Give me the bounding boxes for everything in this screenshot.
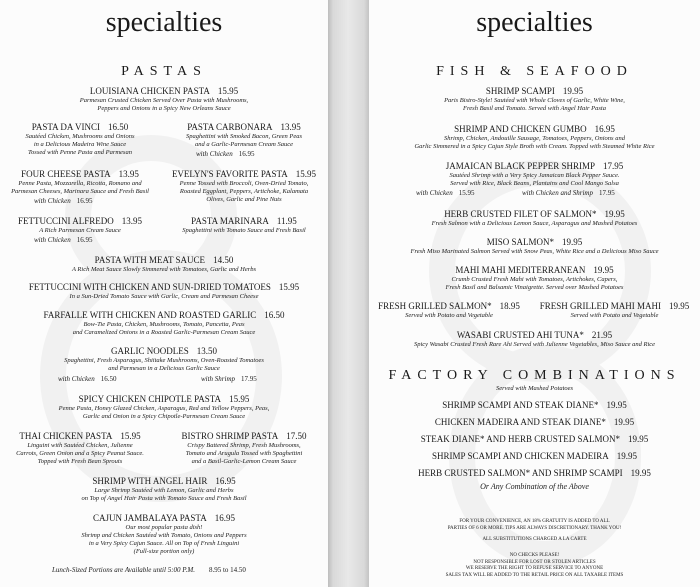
item-description: Spaghettini with Tomato Sauce and Fresh Basil: [182, 227, 306, 234]
right-menu-page: [369, 0, 700, 587]
item-price: 16.50: [108, 122, 129, 132]
menu-item-fresh-grilled-salmon: [369, 301, 529, 320]
item-description: in a Delicious Madeira Wine Sauce: [33, 141, 127, 148]
item-name: FOUR CHEESE PASTA: [21, 169, 111, 179]
item-description: Fresh Basil and Balsamic Vinaigrette. Served over Mashed Potatoes: [445, 284, 624, 291]
item-description: Spaghettini with Smoked Bacon, Green Peas: [185, 133, 302, 140]
item-price: 14.50: [213, 255, 234, 265]
option-label: with Chicken: [416, 189, 453, 197]
item-name: FARFALLE WITH CHICKEN AND ROASTED GARLIC: [43, 310, 257, 320]
item-price: 15.95: [295, 169, 317, 179]
item-description: Sautéed Shrimp with a Very Spicy Jamaican Black Pepper Sauce.: [449, 172, 620, 179]
page-title: specialties: [105, 7, 223, 38]
item-description: Sautéed Chicken, Mushrooms and Onions: [25, 133, 135, 140]
item-description: Linguini with Sautéed Chicken, Julienne: [27, 442, 133, 449]
garlic-noodles-with-chicken: [58, 375, 117, 384]
item-description: Large Shrimp Sautéed with Lemon, Garlic and Herbs: [94, 487, 234, 494]
item-description: Peppers and Onions in a Spicy New Orleans Sauce: [97, 105, 231, 112]
item-description: Penne Pasta, Honey Glazed Chicken, Asparagus, Red and Yellow Peppers, Peas,: [58, 405, 270, 412]
item-name: PASTA CARBONARA: [187, 122, 273, 132]
item-description: Paris Bistro-Style! Sautéed with Whole Cloves of Garlic, White Wine,: [444, 97, 625, 104]
item-price: 15.95: [278, 282, 300, 292]
combo-item: [369, 451, 700, 462]
item-price: 19.95: [604, 209, 625, 219]
combo-price: 19.95: [606, 400, 627, 410]
combo-any-combination: [369, 482, 700, 492]
menu-item-bistro-shrimp-pasta: [160, 431, 328, 466]
item-description: Crispy Battered Shrimp, Fresh Mushrooms,: [187, 442, 301, 449]
combo-name: HERB CRUSTED SALMON* AND SHRIMP SCAMPI: [418, 468, 623, 478]
section-title-factory-combinations: FACTORY COMBINATIONS: [388, 368, 681, 383]
option-price: 17.95: [598, 189, 615, 197]
combo-name: SHRIMP SCAMPI AND STEAK DIANE*: [442, 400, 599, 410]
item-price: 21.95: [591, 330, 613, 340]
item-description: Tossed with Penne Pasta and Parmesan: [28, 149, 132, 156]
substitutions-text: ALL SUBSTITUTIONS CHARGED A LA CARTE: [482, 537, 587, 542]
section-title-pastas: PASTAS: [121, 64, 207, 79]
combo-price: 19.95: [628, 434, 649, 444]
item-price: 19.95: [593, 265, 614, 275]
item-description: Spaghettini, Fresh Asparagus, Shiitake Mushrooms, Oven-Roasted Tomatoes: [64, 357, 264, 364]
item-description: Served with Potato and Vegetable: [570, 312, 659, 319]
page-gutter: [328, 0, 369, 587]
item-name: FRESH GRILLED MAHI MAHI: [539, 301, 661, 311]
menu-item-farfalle-roasted-garlic: [0, 310, 328, 337]
menu-item-fettuccini-alfredo: [0, 216, 160, 235]
combo-price: 19.95: [616, 451, 637, 461]
menu-item-fettuccini-sun-dried-tomatoes: [0, 282, 328, 301]
item-description: Carrots, Green Onion and a Spicy Peanut Sauce.: [16, 450, 144, 457]
combo-name: SHRIMP SCAMPI AND CHICKEN MADEIRA: [432, 451, 609, 461]
jamaican-with-chicken-and-shrimp: [522, 189, 615, 198]
menu-item-pasta-with-meat-sauce: [0, 255, 328, 274]
item-price: 16.95: [215, 476, 236, 486]
option-label: with Chicken and Shrimp: [522, 189, 593, 197]
item-description: A Rich Parmesan Cream Sauce: [39, 227, 121, 234]
item-description: Garlic and Onion in a Spicy Chipotle-Parmesan Cream Sauce: [82, 413, 246, 420]
menu-item-jamaican-black-pepper-shrimp: [369, 161, 700, 188]
item-name: HERB CRUSTED FILET OF SALMON*: [444, 209, 597, 219]
item-price: 11.95: [276, 216, 297, 226]
option-price: 16.95: [76, 197, 93, 205]
item-name: CAJUN JAMBALAYA PASTA: [93, 513, 207, 523]
section-title-fish-seafood: FISH & SEAFOOD: [436, 64, 633, 79]
item-description: Roasted Eggplant, Peppers, Artichoke, Kalamata: [179, 188, 309, 195]
item-price: 17.50: [286, 431, 307, 441]
menu-item-pasta-carbonara: [160, 122, 328, 149]
item-description: and a Garlic-Parmesan Cream Sauce: [195, 141, 293, 148]
item-description: Penne Pasta, Mozzarella, Ricotta, Romano and: [18, 180, 142, 187]
item-description: Parmesan Cheeses, Marinara Sauce and Fresh Basil: [11, 188, 149, 195]
item-description: Served with Potato and Vegetable: [405, 312, 493, 319]
item-price: 19.95: [562, 86, 584, 96]
item-description: Our most popular pasta dish!: [125, 524, 203, 531]
menu-item-mahi-mahi-mediterranean: [369, 265, 700, 292]
lunch-portions-note: [52, 566, 246, 575]
item-price: 15.95: [229, 394, 250, 404]
policy-line: SALES TAX WILL BE ADDED TO THE RETAIL PRICE ON ALL TAXABLE ITEMS: [445, 572, 624, 578]
item-name: MISO SALMON*: [486, 237, 554, 247]
option-price: 16.95: [238, 150, 255, 158]
menu-item-shrimp-scampi: [369, 86, 700, 113]
item-price: 17.95: [603, 161, 624, 171]
item-description: and Caramelized Onions in a Roasted Garlic-Parmesan Cream Sauce: [72, 329, 256, 336]
item-description: A Rich Meat Sauce Slowly Simmered with Tomatoes, Garlic and Herbs: [71, 266, 257, 273]
item-description: Served with Rice, Black Beans, Plantains and Cool Mango Salsa: [450, 180, 619, 187]
item-description: in a Very Spicy Cajun Sauce. All on Top of Fresh Linguini: [88, 540, 240, 547]
item-name: THAI CHICKEN PASTA: [19, 431, 113, 441]
item-price: 13.95: [280, 122, 301, 132]
combo-name: CHICKEN MADEIRA AND STEAK DIANE*: [434, 417, 606, 427]
item-description: Shrimp and Chicken Sautéed with Tomato, Onions and Peppers: [81, 532, 247, 539]
combo-item: [369, 417, 700, 428]
left-menu-page: [0, 0, 328, 587]
combo-price: 19.95: [630, 468, 651, 478]
combo-item: [369, 434, 700, 445]
item-price: 16.50: [264, 310, 285, 320]
menu-item-pasta-da-vinci: [0, 122, 160, 157]
item-price: 18.95: [499, 301, 520, 311]
policy-line: WE RESERVE THE RIGHT TO REFUSE SERVICE TO ANYONE: [465, 566, 604, 571]
menu-item-four-cheese-pasta: [0, 169, 160, 196]
menu-item-fresh-grilled-mahi-mahi: [529, 301, 700, 320]
item-description: Fresh Salmon with a Delicious Lemon Sauce, Asparagus and Mashed Potatoes: [431, 220, 638, 227]
menu-item-shrimp-with-angel-hair: [0, 476, 328, 503]
item-description: Garlic Simmered in a Spicy Cajun Style Broth with Cream. Topped with Steamed White Rice: [414, 143, 655, 150]
item-price: 13.95: [121, 216, 142, 226]
combo-name: STEAK DIANE* AND HERB CRUSTED SALMON*: [420, 434, 620, 444]
item-description: Parmesan Crusted Chicken Served Over Pasta with Mushrooms,: [79, 97, 249, 104]
item-price: 15.95: [217, 86, 239, 96]
item-description: Bow-Tie Pasta, Chicken, Mushrooms, Tomato, Pancetta, Peas: [83, 321, 245, 328]
fettuccini-with-chicken: [34, 236, 93, 245]
item-description: Tomato and Arugula Tossed with Spaghettini: [185, 450, 303, 457]
item-description: on Top of Angel Hair Pasta with Tomato Sauce and Fresh Basil: [81, 495, 247, 502]
item-description: (Full-size portion only): [133, 548, 195, 555]
option-price: 17.95: [241, 375, 257, 383]
item-name: WASABI CRUSTED AHI TUNA*: [456, 330, 584, 340]
item-name: BISTRO SHRIMP PASTA: [181, 431, 279, 441]
page-title: specialties: [476, 7, 593, 38]
menu-item-cajun-jambalaya-pasta: [0, 513, 328, 556]
item-name: MAHI MAHI MEDITERRANEAN: [455, 265, 586, 275]
menu-item-shrimp-chicken-gumbo: [369, 124, 700, 151]
carbonara-with-chicken: [196, 150, 255, 159]
item-name: PASTA WITH MEAT SAUCE: [94, 255, 206, 265]
item-name: PASTA DA VINCI: [31, 122, 101, 132]
combinations-subtitle: [369, 385, 700, 393]
item-description: Crumb Crusted Fresh Mahi with Tomatoes, Artichokes, Capers,: [451, 276, 618, 283]
gratuity-line: FOR YOUR CONVENIENCE, AN 18% GRATUITY IS ADDED TO ALL: [459, 519, 610, 524]
item-price: 19.95: [562, 237, 583, 247]
combo-item: [369, 400, 700, 411]
item-description: and a Basil-Garlic-Lemon Cream Sauce: [191, 458, 297, 465]
item-description: Olives, Garlic and Pine Nuts: [206, 196, 282, 203]
item-price: 15.95: [120, 431, 141, 441]
item-name: SHRIMP WITH ANGEL HAIR: [92, 476, 208, 486]
garlic-noodles-with-shrimp: [201, 375, 257, 384]
lunch-note-text: Lunch-Sized Portions are Available until 5:00 P.M.: [52, 566, 195, 574]
menu-item-thai-chicken-pasta: [0, 431, 160, 466]
item-price: 16.95: [214, 513, 235, 523]
gratuity-note: [369, 519, 700, 532]
menu-item-evelyns-favorite-pasta: [160, 169, 328, 204]
option-label: with Chicken: [34, 236, 71, 244]
option-label: with Chicken: [34, 197, 71, 205]
item-name: LOUISIANA CHICKEN PASTA: [89, 86, 210, 96]
item-description: and Parmesan in a Delicious Garlic Sauce: [108, 365, 220, 372]
menu-item-louisiana-chicken-pasta: [0, 86, 328, 113]
item-description: Shrimp, Chicken, Andouille Sausage, Tomatoes, Peppers, Onions and: [444, 135, 625, 142]
combo-any-text: Or Any Combination of the Above: [480, 482, 589, 491]
item-price: 19.95: [669, 301, 690, 311]
policy-line: NO CHECKS PLEASE!: [509, 553, 560, 558]
item-name: FETTUCCINI ALFREDO: [17, 216, 114, 226]
gratuity-line: PARTIES OF 6 OR MORE. TIPS ARE ALWAYS DISCRETIONARY. THANK YOU!: [447, 525, 622, 531]
four-cheese-with-chicken: [34, 197, 93, 206]
menu-item-herb-crusted-salmon: [369, 209, 700, 228]
menu-item-pasta-marinara: [160, 216, 328, 235]
combo-price: 19.95: [613, 417, 635, 427]
combinations-served-with: Served with Mashed Potatoes: [495, 385, 574, 392]
menu-item-wasabi-crusted-ahi-tuna: [369, 330, 700, 349]
option-label: with Shrimp: [201, 375, 236, 383]
item-name: SHRIMP SCAMPI: [485, 86, 555, 96]
menu-item-garlic-noodles: [0, 346, 328, 373]
item-description: Fresh Basil and Tomato. Served with Angel Hair Pasta: [463, 105, 606, 112]
item-description: Penne Tossed with Broccoli, Oven-Dried Tomato,: [179, 180, 309, 187]
item-description: Spicy Wasabi Crusted Fresh Rare Ahi Served with Julienne Vegetables, Miso Sauce and Rice: [413, 341, 656, 348]
item-name: EVELYN'S FAVORITE PASTA: [171, 169, 288, 179]
item-name: FRESH GRILLED SALMON*: [378, 301, 492, 311]
item-price: 13.50: [196, 346, 217, 356]
item-price: 16.95: [594, 124, 615, 134]
option-price: 16.50: [100, 375, 117, 383]
substitutions-note: [369, 537, 700, 544]
item-description: In a Sun-Dried Tomato Sauce with Garlic, Cream and Parmesan Cheese: [69, 293, 259, 300]
item-name: GARLIC NOODLES: [111, 346, 189, 356]
item-name: SPICY CHICKEN CHIPOTLE PASTA: [78, 394, 222, 404]
policy-line: NOT RESPONSIBLE FOR LOST OR STOLEN ARTICLES: [473, 559, 596, 565]
item-name: SHRIMP AND CHICKEN GUMBO: [454, 124, 587, 134]
policy-note: [369, 553, 700, 579]
jamaican-with-chicken: [416, 189, 475, 198]
lunch-note-price: 8.95 to 14.50: [208, 566, 246, 574]
item-name: JAMAICAN BLACK PEPPER SHRIMP: [445, 161, 596, 171]
item-description: Fresh Miso Marinated Salmon Served with Snow Peas, White Rice and a Delicious Miso Sauce: [410, 248, 659, 255]
option-label: with Chicken: [58, 375, 95, 383]
option-price: 15.95: [458, 189, 475, 197]
item-description: Topped with Fresh Bean Sprouts: [37, 458, 123, 465]
item-name: PASTA MARINARA: [191, 216, 269, 226]
option-price: 16.95: [76, 236, 93, 244]
combo-item: [369, 468, 700, 479]
menu-item-miso-salmon: [369, 237, 700, 256]
item-price: 13.95: [118, 169, 139, 179]
option-label: with Chicken: [196, 150, 233, 158]
menu-item-spicy-chicken-chipotle-pasta: [0, 394, 328, 421]
item-name: FETTUCCINI WITH CHICKEN AND SUN-DRIED TOMATOES: [28, 282, 271, 292]
